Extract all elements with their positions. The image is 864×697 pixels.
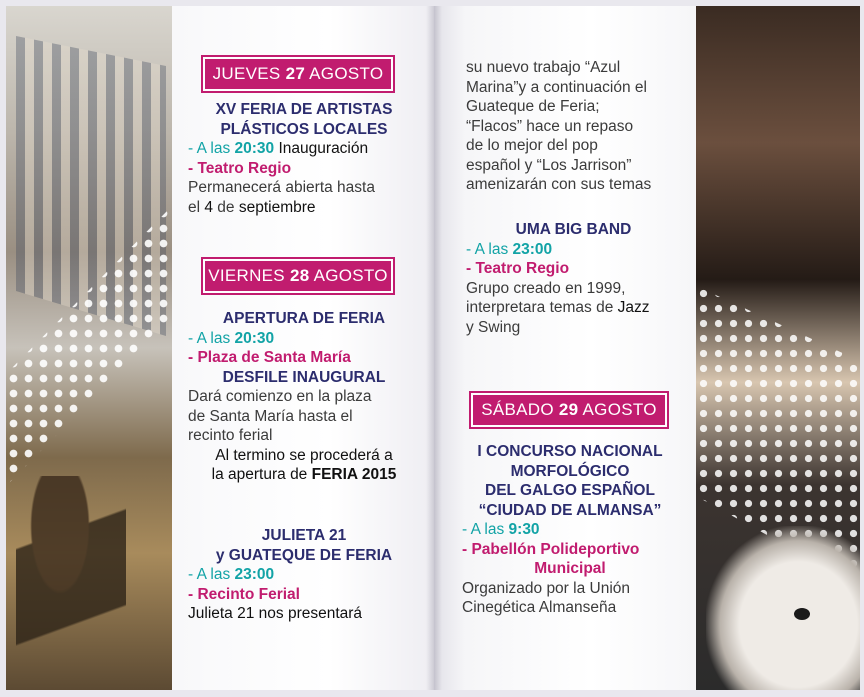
event-desc: el 4 de septiembre <box>188 198 316 216</box>
event-place: - Teatro Regio <box>466 260 570 277</box>
event-place: - Pabellón Polideportivo <box>462 540 640 558</box>
event-title: APERTURA DE FERIA <box>222 310 386 327</box>
event-time: - A las 9:30 <box>462 521 540 538</box>
event-desc: Dará comienzo en la plaza <box>188 388 372 405</box>
event-apertura <box>188 309 420 485</box>
event-desc: recinto ferial <box>188 427 273 444</box>
event-time: - A las 20:30 <box>188 329 275 347</box>
dancer-image <box>16 476 126 676</box>
event-place: - Plaza de Santa María <box>188 349 351 366</box>
event-title: PLÁSTICOS LOCALES <box>220 120 388 138</box>
event-desc: su nuevo trabajo “Azul <box>466 59 621 76</box>
day-banner-sabado: SÁBADO 29 AGOSTO <box>473 395 665 425</box>
page-gutter <box>426 6 442 690</box>
event-title: XV FERIA DE ARTISTAS <box>215 101 393 118</box>
event-title: JULIETA 21 <box>261 527 347 544</box>
event-title: MORFOLÓGICO <box>510 462 630 480</box>
event-title: UMA BIG BAND <box>515 221 632 238</box>
event-title: DESFILE INAUGURAL <box>222 368 386 386</box>
event-julieta-21 <box>188 526 420 624</box>
event-desc: Julieta 21 nos presentará <box>188 605 363 622</box>
day-banner-viernes: VIERNES 28 AGOSTO <box>205 261 391 291</box>
event-time: - A las 23:00 <box>188 566 275 583</box>
event-desc: Marina”y a continuación el <box>466 78 647 96</box>
event-title: DEL GALGO ESPAÑOL <box>485 482 655 499</box>
event-desc: Organizado por la Unión <box>462 579 631 597</box>
event-uma-big-band <box>466 220 681 337</box>
event-title: I CONCURSO NACIONAL <box>477 443 663 460</box>
event-desc: de Santa María hasta el <box>188 407 353 425</box>
greyhound-eye <box>794 608 810 620</box>
event-desc: Cinegética Almanseña <box>462 599 617 616</box>
event-place: - Recinto Ferial <box>188 585 300 603</box>
right-photo-band <box>696 6 860 690</box>
event-concurso-galgo <box>462 442 678 618</box>
event-desc: de lo mejor del pop <box>466 137 598 154</box>
event-desc: Guateque de Feria; <box>466 98 600 115</box>
event-desc: “Flacos” hace un repaso <box>466 117 634 135</box>
event-title: y GUATEQUE DE FERIA <box>215 546 393 564</box>
greyhound-image <box>706 526 860 690</box>
julieta-continuation <box>466 58 681 195</box>
event-desc: amenizarán con sus temas <box>466 176 652 193</box>
event-time: - A las 20:30 Inauguración <box>188 140 369 157</box>
left-photo-crowd <box>6 6 172 690</box>
event-note: la apertura de FERIA 2015 <box>211 466 397 483</box>
event-desc: y Swing <box>466 318 521 336</box>
day-banner-jueves: JUEVES 27 AGOSTO <box>205 59 391 89</box>
event-feria-artistas <box>188 100 420 217</box>
event-time: - A las 23:00 <box>466 240 553 258</box>
event-place: Municipal <box>534 560 606 577</box>
event-desc: español y “Los Jarrison” <box>466 156 632 174</box>
event-note: Al termino se procederá a <box>215 446 393 464</box>
event-desc: interpretara temas de Jazz <box>466 299 650 316</box>
event-place: - Teatro Regio <box>188 159 292 177</box>
event-desc: Grupo creado en 1999, <box>466 279 626 297</box>
event-title: “CIUDAD DE ALMANSA” <box>478 501 662 519</box>
event-desc: Permanecerá abierta hasta <box>188 179 375 196</box>
